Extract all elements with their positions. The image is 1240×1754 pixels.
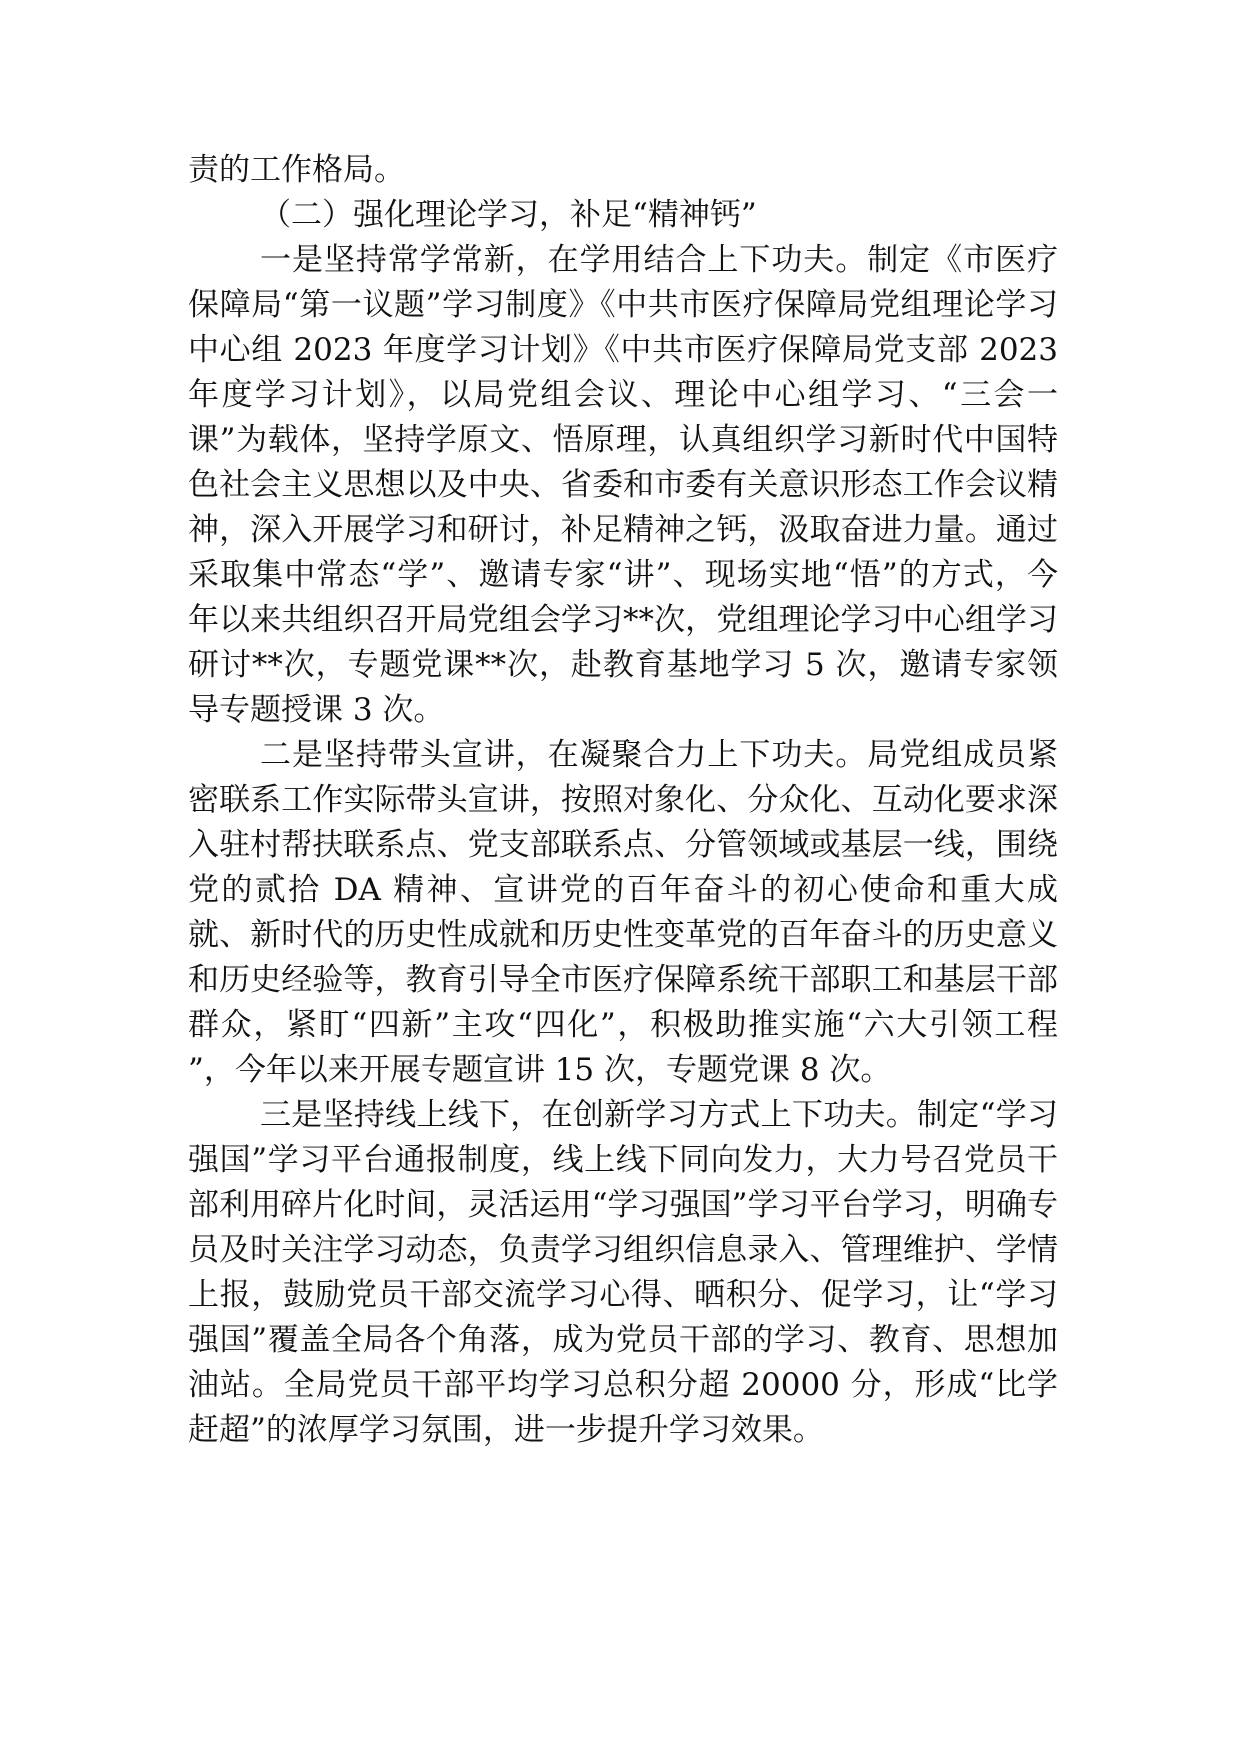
section-heading: （二）强化理论学习，补足“精神钙” — [260, 197, 757, 233]
paragraph-lecture: 二是坚持带头宣讲，在凝聚合力上下功夫。局党组成员紧密联系工作实际带头宣讲，按照对象化、分众化、互动化要求深入驻村帮扶联系点、党支部联系点、分管领域或基层一线，围绕党的贰拾 DA 精神、宣讲党的百年奋斗的初心使命和重大成就、新时代的历史性成就和历史性变革党的百年奋斗的历史意义和历史经验等，教育引导全市医疗保障系统干部职工和基层干部群众，紧盯“四新”主攻“四化”，积极助推实施“六大引领工程 ”，今年以来开展专题宣讲 15 次，专题党课 8 次。 — [188, 737, 1058, 1088]
paragraph-continuation: 责的工作格局。 — [188, 152, 405, 188]
paragraph-study: 一是坚持常学常新，在学用结合上下功夫。制定《市医疗保障局“第一议题”学习制度》《中共市医疗保障局党组理论学习中心组 2023 年度学习计划》《中共市医疗保障局党支部 2023 年度学习计划》，以局党组会议、理论中心组学习、“三会一课”为载体，坚持学原文、悟原理，认真组织学习新时代中国特色社会主义思想以及中央、省委和市委有关意识形态工作会议精神，深入开展学习和研讨，补足精神之钙，汲取奋进力量。通过采取集中常态“学”、邀请专家“讲”、现场实地“悟”的方式，今年以来共组织召开局党组会学习**次，党组理论学习中心组学习研讨**次，专题党课**次，赴教育基地学习 5 次，邀请专家领导专题授课 3 次。 — [188, 242, 1058, 728]
document-body — [188, 148, 1058, 1453]
paragraph-online: 三是坚持线上线下，在创新学习方式上下功夫。制定“学习强国”学习平台通报制度，线上线下同向发力，大力号召党员干部利用碎片化时间，灵活运用“学习强国”学习平台学习，明确专员及时关注学习动态，负责学习组织信息录入、管理维护、学情上报，鼓励党员干部交流学习心得、晒积分、促学习，让“学习强国”覆盖全局各个角落，成为党员干部的学习、教育、思想加油站。全局党员干部平均学习总积分超 20000 分，形成“比学赶超”的浓厚学习氛围，进一步提升学习效果。 — [188, 1097, 1058, 1448]
